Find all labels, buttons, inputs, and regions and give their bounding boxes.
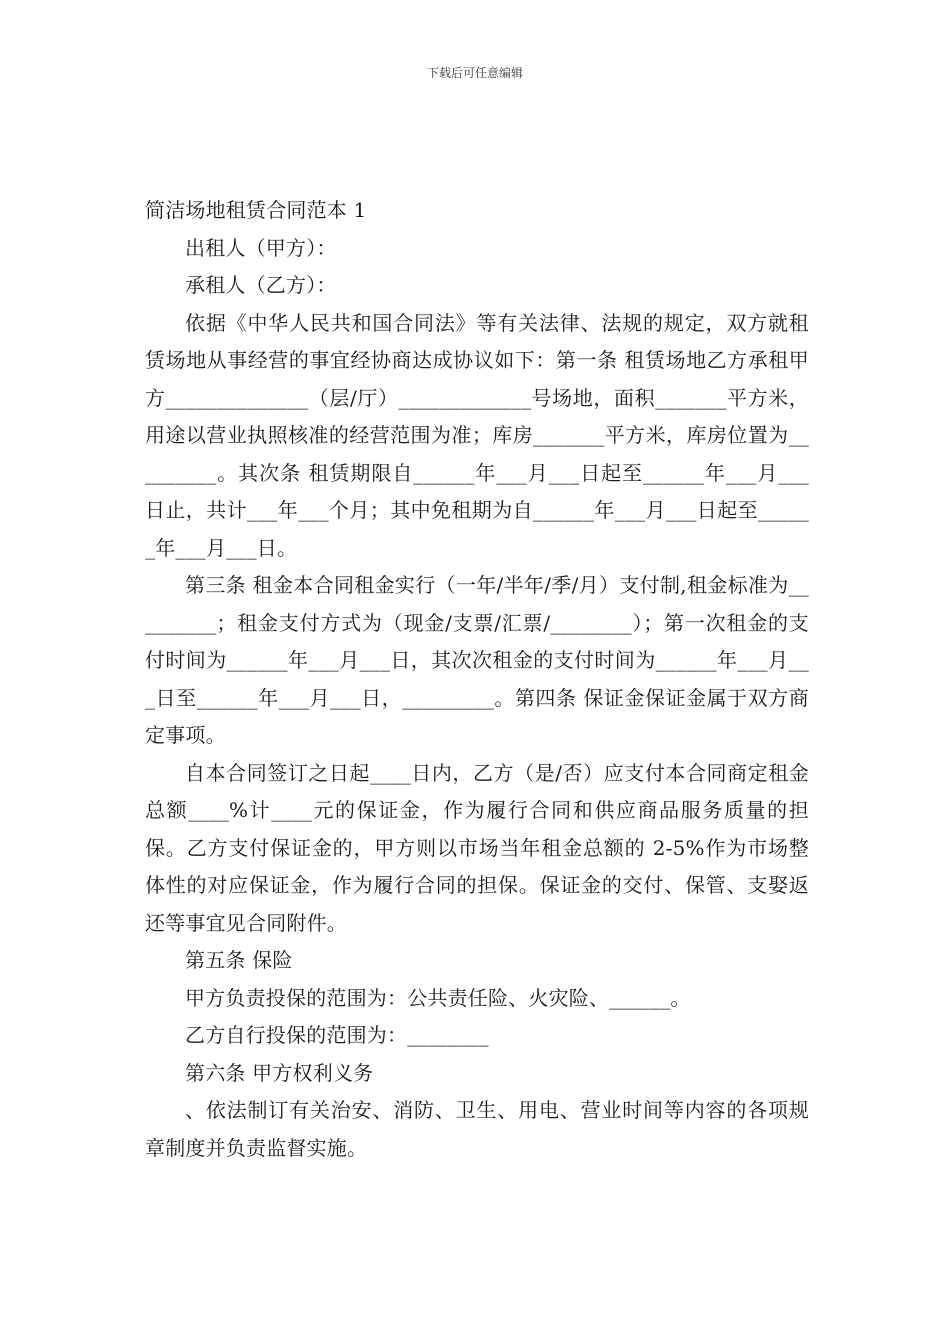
document-body xyxy=(145,192,809,1167)
paragraph-article-6-heading: 第六条 甲方权利义务 xyxy=(185,1060,374,1085)
paragraph-party-a-duty: 、依法制订有关治安、消防、卫生、用电、营业时间等内容的各项规章制度并负责监督实施。 xyxy=(145,1098,809,1160)
paragraph-article-3-4: 第三条 租金本合同租金实行（一年/半年/季/月）支付制,租金标准为_________；租金支付方式为（现金/支票/汇票/________）；第一次租金的支付时间为______年___月___日，其次次租金的支付时间为______年___月___日至______年___月___日，_________。第四条 保证金保证金属于双方商定事项。 xyxy=(145,573,809,747)
page-header: 下载后可任意编辑 xyxy=(426,66,523,80)
paragraph-deposit: 自本合同签订之日起____日内，乙方（是/否）应支付本合同商定租金总额____%计____元的保证金，作为履行合同和供应商品服务质量的担保。乙方支付保证金的，甲方则以市场当年租金总额的 2-5%作为市场整体性的对应保证金，作为履行合同的担保。保证金的交付、保管、支娶返还等事宜见合同附件。 xyxy=(145,760,809,935)
paragraph-article-5-heading: 第五条 保险 xyxy=(185,948,293,972)
paragraph-party-a-insurance: 甲方负责投保的范围为：公共责任险、火灾险、______。 xyxy=(185,985,691,1010)
paragraph-lessee: 承租人（乙方）： xyxy=(185,273,337,297)
document-title: 简洁场地租赁合同范本 1 xyxy=(145,198,367,222)
paragraph-article-1-2: 依据《中华人民共和国合同法》等有关法律、法规的规定，双方就租赁场地从事经营的事宜经协商达成协议如下：第一条 租赁场地乙方承租甲方______________（层/厅）_____________号场地，面积_______平方米，用途以营业执照核准的经营范围为准；库房_______平方米，库房位置为_________。其次条 租赁期限自______年___月___日起至______年___月___日止，共计___年___个月；其中免租期为自______年___月___日起至______年___月___日。 xyxy=(145,310,809,560)
paragraph-party-b-insurance: 乙方自行投保的范围为：________ xyxy=(185,1023,489,1047)
paragraph-lessor: 出租人（甲方）： xyxy=(185,235,337,260)
